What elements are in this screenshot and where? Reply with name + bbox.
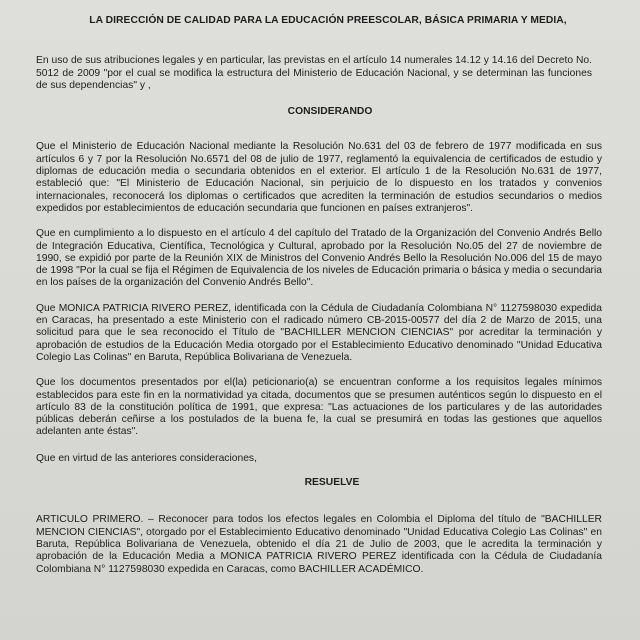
considerando-paragraph-2: Que en cumplimiento a lo dispuesto en el artículo 4 del capítulo del Tratado de la Organización del Convenio Andrés Bello de Integración Educativa, Científica, Tecnológica y Cultural, aprobado por la Resolución No.05 del 27 de noviembre de 1990, se expidió por parte de la Reunión XIX de Ministros del Convenio Andrés Bello la Resolución No.006 del 15 de mayo de 1998 "Por la cual se fija el Régimen de Equivalencia de los niveles de Educación primaria o básica y media o secundaria en los países de la organización del Convenio Andrés Bello". [36, 228, 602, 289]
considerando-paragraph-3: Que MONICA PATRICIA RIVERO PEREZ, identificada con la Cédula de Ciudadanía Colombiana N° 1127598030 expedida en Caracas, ha presentado a este Ministerio con el radicado número CB-2015-00577 del día 2 de Marzo de 2015, una solicitud para que le sea reconocido el Título de "BACHILLER MENCION CIENCIAS" por acreditar la terminación y aprobación de estudios de la Educación Media otorgado por el Establecimiento Educativo denominado "Unidad Educativa Colegio Las Colinas" en Baruta, República Bolivariana de Venezuela. [36, 302, 602, 363]
considerando-paragraph-4: Que los documentos presentados por el(la) peticionario(a) se encuentran conforme a los requisitos legales mínimos establecidos para este fin en la normatividad ya citada, documentos que se presumen auténticos según lo dispuesto en el artículo 83 de la constitución política de 1991, que expresa: "Las actuaciones de los particulares y de las autoridades públicas deberán ceñirse a los postulados de la buena fe, la cual se presumirá en todas las gestiones que aquellos adelanten ante éstas". [36, 377, 602, 438]
document-title: LA DIRECCIÓN DE CALIDAD PARA LA EDUCACIÓN PREESCOLAR, BÁSICA PRIMARIA Y MEDIA, [89, 15, 567, 26]
closing-statement: Que en virtud de las anteriores consideraciones, [36, 452, 257, 464]
considerando-paragraph-1: Que el Ministerio de Educación Nacional mediante la Resolución No.631 del 03 de febrero de 1977 modificada en sus artículos 6 y 7 por la Resolución No.6571 del 08 de julio de 1977, reglamentó la equivalencia de certificados de estudio y diplomas de educación media o secundaria obtenidos en el exterior. El artículo 1 de la Resolución No.631 de 1977, estableció que: "El Ministerio de Educación Nacional, sin perjuicio de lo dispuesto en los tratados y convenios internacionales, reconocerá los diplomas o certificados que acrediten la terminación de estudios secundarios o medios expedidos por establecimientos de educación secundaria que funcionen en países extranjeros". [36, 141, 602, 214]
intro-paragraph: En uso de sus atribuciones legales y en particular, las previstas en el artículo 14 numerales 14.12 y 14.16 del Decreto No. 5012 de 2009 "por el cual se modifica la estructura del Ministerio de Educación Nacional, y se determinan las funciones de sus dependencias" y , [36, 55, 592, 91]
considerando-heading: CONSIDERANDO [287, 106, 373, 118]
resuelve-heading: RESUELVE [304, 477, 360, 489]
article-primero: ARTICULO PRIMERO. – Reconocer para todos los efectos legales en Colombia el Diploma del título de "BACHILLER MENCION CIENCIAS", otorgado por el Establecimiento Educativo denominado "Unidad Educativa Colegio Las Colinas" en Baruta, República Bolivariana de Venezuela, obtenido el día 21 de Julio de 2003, que le acredita la terminación y aprobación de la Educación Media a MONICA PATRICIA RIVERO PEREZ identificada con la Cédula de Ciudadanía Colombiana N° 1127598030 expedida en Caracas, como BACHILLER ACADÉMICO. [36, 514, 602, 575]
